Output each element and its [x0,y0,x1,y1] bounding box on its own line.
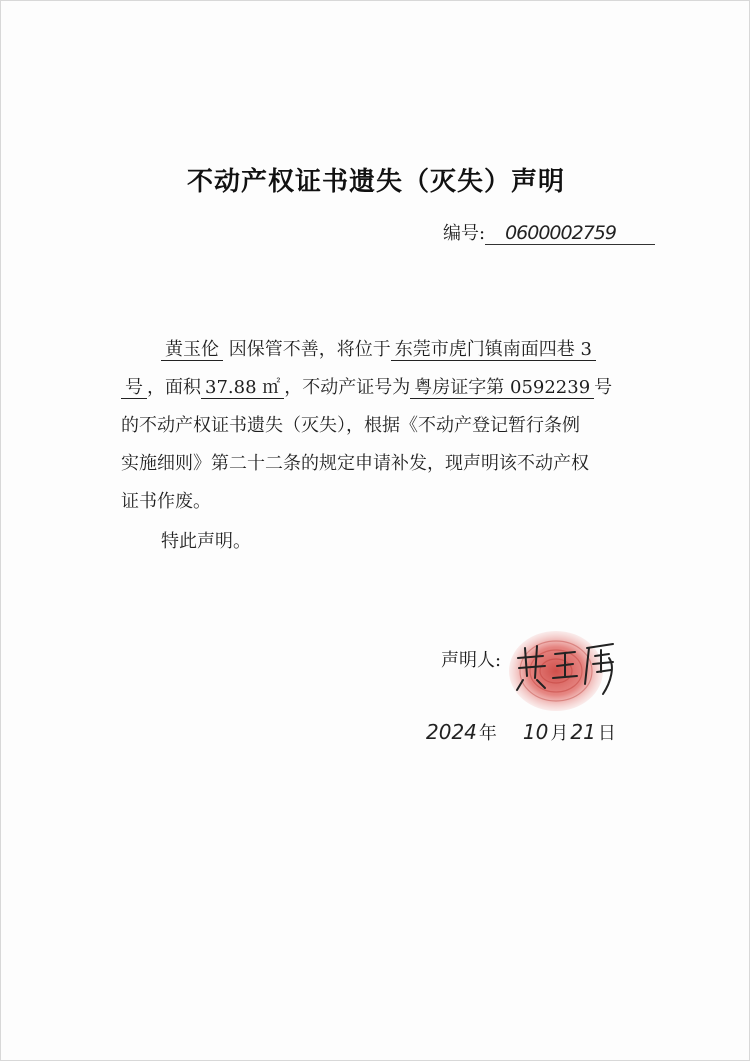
body-text-2: ，面积 [147,377,201,398]
body-line-1 [121,331,651,369]
property-area: 37.88 ㎡ [201,377,284,399]
date-year-unit: 年 [478,723,497,744]
body-text-4: 号 [594,377,613,398]
certificate-number: 粤房证字第 0592239 [410,377,594,399]
property-address: 东莞市虎门镇南面四巷 3 [391,339,596,361]
closing-statement: 特此声明。 [161,531,251,552]
date-month-unit: 月 [550,723,569,744]
date-day-unit: 日 [597,723,616,744]
body-line-5: 证书作废。 [121,491,211,512]
document-title: 不动产权证书遗失（灭失）声明 [186,167,565,197]
serial-value-handwritten: 0600002759 [485,222,655,245]
serial-number-row [443,219,655,245]
serial-label: 编号: [443,223,486,244]
date-month: 10 [522,720,549,744]
signer-label: 声明人: [441,650,502,671]
body-text-3: ，不动产证号为 [284,377,411,398]
body-line-3: 的不动产权证书遗失（灭失），根据《不动产登记暂行条例 [121,415,580,436]
handwritten-signature [513,636,623,696]
body-text-1: 因保管不善，将位于 [228,339,391,360]
date-year: 2024 [426,720,477,744]
property-address-cont: 号 [121,377,147,399]
body-line-2 [121,369,651,407]
date-day: 21 [570,720,596,744]
declaration-body [121,331,651,561]
owner-name: 黄玉伦 [161,339,223,361]
body-line-4: 实施细则》第二十二条的规定申请补发，现声明该不动产权 [121,453,589,474]
signing-date [426,719,616,745]
signer-row [441,646,501,672]
